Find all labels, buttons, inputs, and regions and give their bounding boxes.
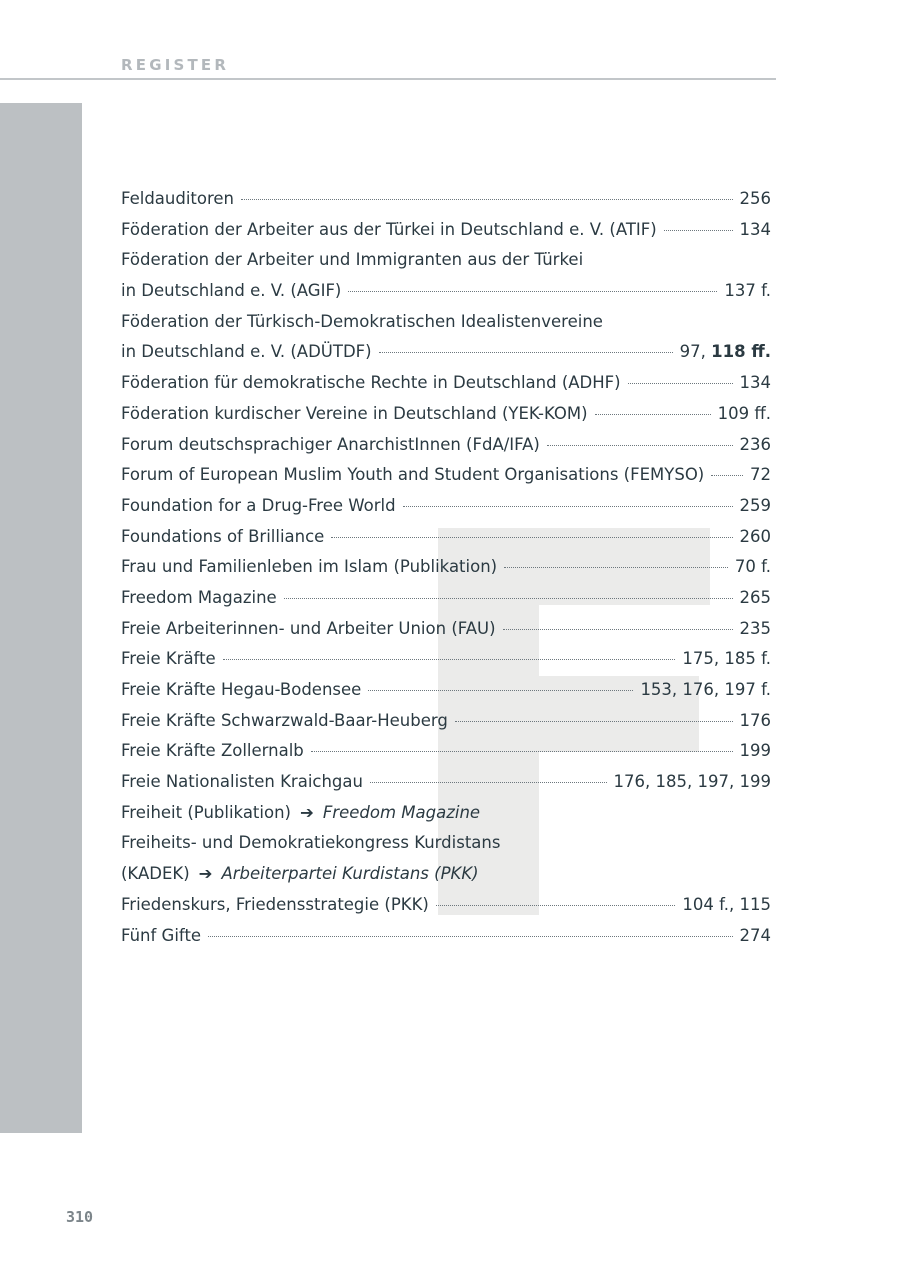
entry-pages: 259 <box>739 495 771 515</box>
dot-leader <box>348 291 717 292</box>
index-entry <box>121 614 771 645</box>
see-reference: Arbeiterpartei Kurdistans (PKK) <box>221 864 479 884</box>
entry-term: Freie Arbeiterinnen- und Arbeiter Union (FAU) <box>121 618 496 638</box>
index-entry <box>121 890 771 921</box>
entry-pages: 137 f. <box>724 281 771 301</box>
entry-pages: 104 f., 115 <box>682 894 771 914</box>
index-entry <box>121 828 771 859</box>
index-entry-cross-reference <box>121 859 771 890</box>
entry-term: Freedom Magazine <box>121 587 277 607</box>
index-entry <box>121 644 771 675</box>
entry-pages: 72 <box>750 465 771 485</box>
index-entry <box>121 399 771 430</box>
dot-leader <box>403 506 733 507</box>
entry-term: Freie Kräfte Zollernalb <box>121 741 304 761</box>
dot-leader <box>504 567 728 568</box>
dot-leader <box>223 659 676 660</box>
index-entry <box>121 491 771 522</box>
entry-term: Forum of European Muslim Youth and Student Organisations (FEMYSO) <box>121 465 705 485</box>
entry-term: Freie Nationalisten Kraichgau <box>121 772 363 792</box>
dot-leader <box>547 445 733 446</box>
dot-leader <box>379 352 673 353</box>
dot-leader <box>628 383 733 384</box>
entry-pages: 134 <box>739 219 771 239</box>
dot-leader <box>436 905 676 906</box>
entry-pages: 199 <box>739 741 771 761</box>
see-reference: Freedom Magazine <box>322 802 481 822</box>
dot-leader <box>503 629 733 630</box>
dot-leader <box>311 751 733 752</box>
entry-term: Freie Kräfte Hegau-Bodensee <box>121 680 362 699</box>
index-entry <box>121 307 771 338</box>
index-entry <box>121 337 771 368</box>
entry-pages: 70 f. <box>734 557 771 577</box>
entry-pages: 236 <box>739 434 771 454</box>
index-entry-cross-reference <box>121 798 771 829</box>
arrow-right-icon: ➔ <box>198 864 213 884</box>
index-entry <box>121 552 771 583</box>
entry-term: Föderation für demokratische Rechte in Deutschland (ADHF) <box>121 373 621 393</box>
entry-pages: 176 <box>739 710 771 730</box>
entry-term: Föderation der Arbeiter und Immigranten aus der Türkei <box>121 250 584 270</box>
entry-term: in Deutschland e. V. (ADÜTDF) <box>121 342 372 362</box>
index-entry <box>121 184 771 215</box>
index-entry <box>121 522 771 553</box>
entry-term: Freiheit (Publikation) <box>121 802 291 822</box>
index-entry <box>121 215 771 246</box>
index-entry <box>121 245 771 276</box>
dot-leader <box>664 230 733 231</box>
arrow-right-icon: ➔ <box>299 802 314 822</box>
entry-pages: 256 <box>739 189 771 208</box>
dot-leader <box>711 475 743 476</box>
dot-leader <box>370 782 607 783</box>
entry-term: Frau und Familienleben im Islam (Publikation) <box>121 557 498 577</box>
index-entry <box>121 736 771 767</box>
index-entry <box>121 675 771 706</box>
entry-term: Forum deutschsprachiger AnarchistInnen (FdA/IFA) <box>121 434 540 454</box>
index-entry <box>121 706 771 737</box>
index-entry <box>121 767 771 798</box>
dot-leader <box>455 721 733 722</box>
dot-leader <box>284 598 733 599</box>
entry-term: Freie Kräfte Schwarzwald-Baar-Heuberg <box>121 710 448 730</box>
entry-term: Foundations of Brilliance <box>121 526 325 546</box>
index-entry <box>121 276 771 307</box>
entry-pages: 134 <box>739 373 771 393</box>
entry-pages-bold: 118 ff. <box>711 342 771 362</box>
entry-pages: 265 <box>739 587 771 607</box>
entry-term: Freiheits- und Demokratiekongress Kurdistans <box>121 833 501 853</box>
entry-term: Föderation kurdischer Vereine in Deutschland (YEK-KOM) <box>121 403 588 423</box>
entry-pages: 153, 176, 197 f. <box>640 680 771 699</box>
index-entry <box>121 368 771 399</box>
entry-pages: 176, 185, 197, 199 <box>613 772 771 792</box>
entry-term: Feldauditoren <box>121 189 235 208</box>
entry-pages-regular: 97, <box>679 342 706 362</box>
entry-term: (KADEK) <box>121 864 190 884</box>
entry-term: Fünf Gifte <box>121 925 202 945</box>
entry-pages: 274 <box>739 925 771 945</box>
dot-leader <box>241 199 732 200</box>
entry-pages: 175, 185 f. <box>682 649 771 669</box>
index-entry <box>121 460 771 491</box>
entry-term: Friedenskurs, Friedensstrategie (PKK) <box>121 894 429 914</box>
entry-pages: 260 <box>739 526 771 546</box>
page-number: 310 <box>66 1208 94 1226</box>
running-header: REGISTER <box>121 56 230 74</box>
entry-pages <box>680 337 771 368</box>
entry-term: Föderation der Türkisch-Demokratischen Idealistenvereine <box>121 311 603 331</box>
dot-leader <box>595 414 711 415</box>
index-entry <box>121 583 771 614</box>
index-entry-list <box>121 184 771 951</box>
dot-leader <box>208 936 732 937</box>
index-entry <box>121 430 771 461</box>
entry-term: Freie Kräfte <box>121 649 216 669</box>
entry-pages: 109 ff. <box>717 403 771 423</box>
entry-term: Foundation for a Drug-Free World <box>121 495 396 515</box>
dot-leader <box>368 690 633 691</box>
index-entry <box>121 921 771 952</box>
entry-term: in Deutschland e. V. (AGIF) <box>121 281 342 301</box>
dot-leader <box>331 537 732 538</box>
entry-pages: 235 <box>739 618 771 638</box>
entry-term: Föderation der Arbeiter aus der Türkei in Deutschland e. V. (ATIF) <box>121 219 657 239</box>
